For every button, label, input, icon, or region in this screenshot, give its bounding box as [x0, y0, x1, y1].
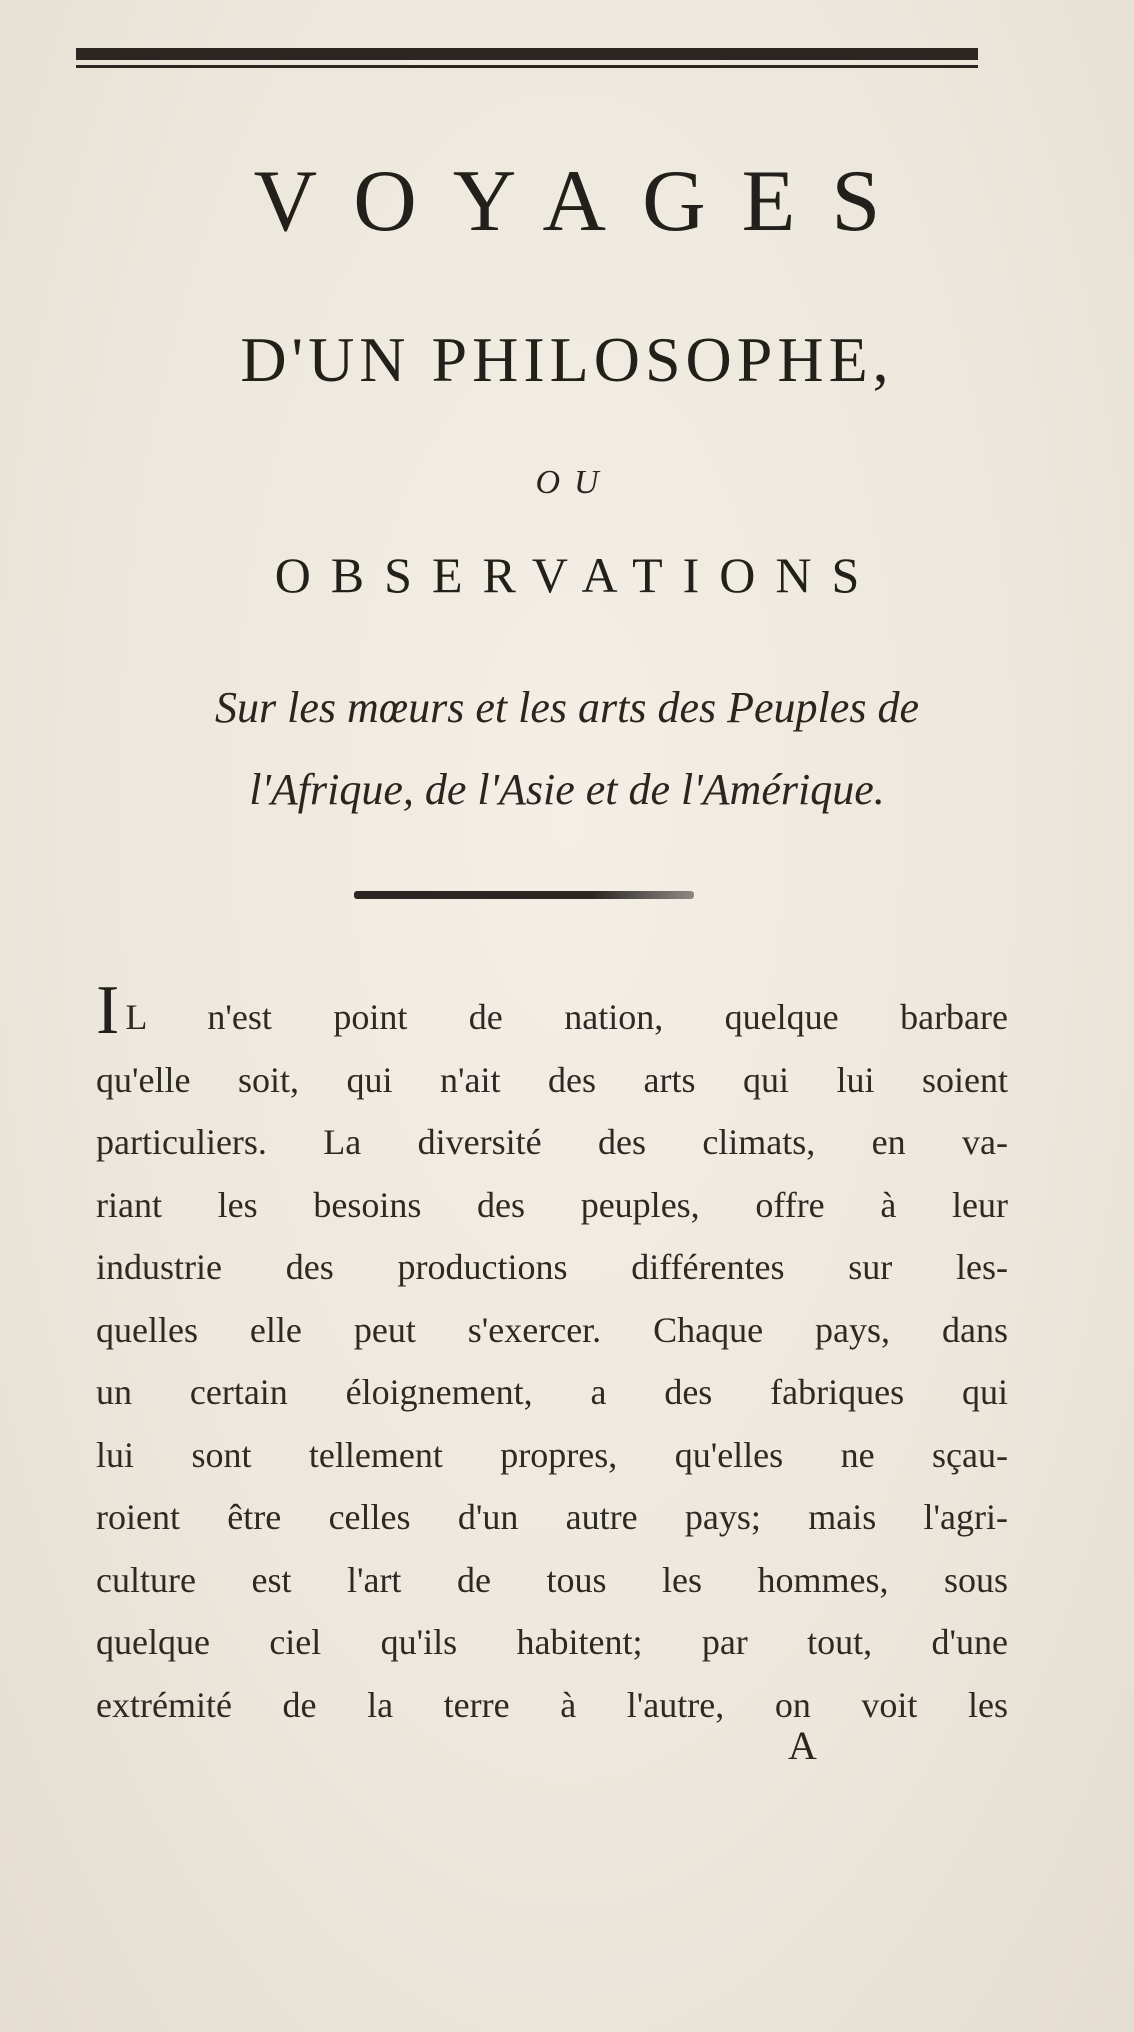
body-line: roient être celles d'un autre pays; mais l'agri-	[96, 1497, 1008, 1537]
body-line: quelles elle peut s'exercer. Chaque pays, dans	[96, 1309, 1008, 1350]
top-double-rule	[76, 48, 978, 72]
section-divider	[354, 891, 694, 899]
description-line-1: Sur les mœurs et les arts des Peuples de	[215, 683, 919, 732]
body-line: culture est l'art de tous les hommes, sous	[96, 1559, 1008, 1600]
body-line-text: L n'est point de nation, quelque barbare	[125, 997, 1008, 1037]
connector-ou: OU	[535, 464, 613, 501]
body-line: lui sont tellement propres, qu'elles ne sçau-	[96, 1434, 1008, 1475]
body-line: extrémité de la terre à l'autre, on voit les	[96, 1684, 1008, 1725]
heading-observations: OBSERVATIONS	[274, 547, 880, 603]
body-line: quelque ciel qu'ils habitent; par tout, d'une	[96, 1622, 1008, 1662]
body-line: riant les besoins des peuples, offre à leur	[96, 1184, 1008, 1225]
page-title: VOYAGES	[253, 153, 917, 250]
body-line: qu'elle soit, qui n'ait des arts qui lui soient	[96, 1059, 1008, 1100]
top-rule-thin	[76, 65, 978, 68]
drop-cap: I	[96, 972, 120, 1049]
description-line-2: l'Afrique, de l'Asie et de l'Amérique.	[249, 765, 885, 814]
body-line: particuliers. La diversité des climats, en va-	[96, 1122, 1008, 1162]
page-subtitle: D'UN PHILOSOPHE,	[240, 324, 894, 395]
signature-mark: A	[788, 1723, 817, 1768]
body-line: un certain éloignement, a des fabriques qui	[96, 1372, 1008, 1412]
body-paragraph	[96, 972, 1008, 1736]
body-line: industrie des productions différentes sur les-	[96, 1247, 1008, 1287]
top-rule-thick	[76, 48, 978, 60]
body-line	[96, 972, 1008, 1049]
